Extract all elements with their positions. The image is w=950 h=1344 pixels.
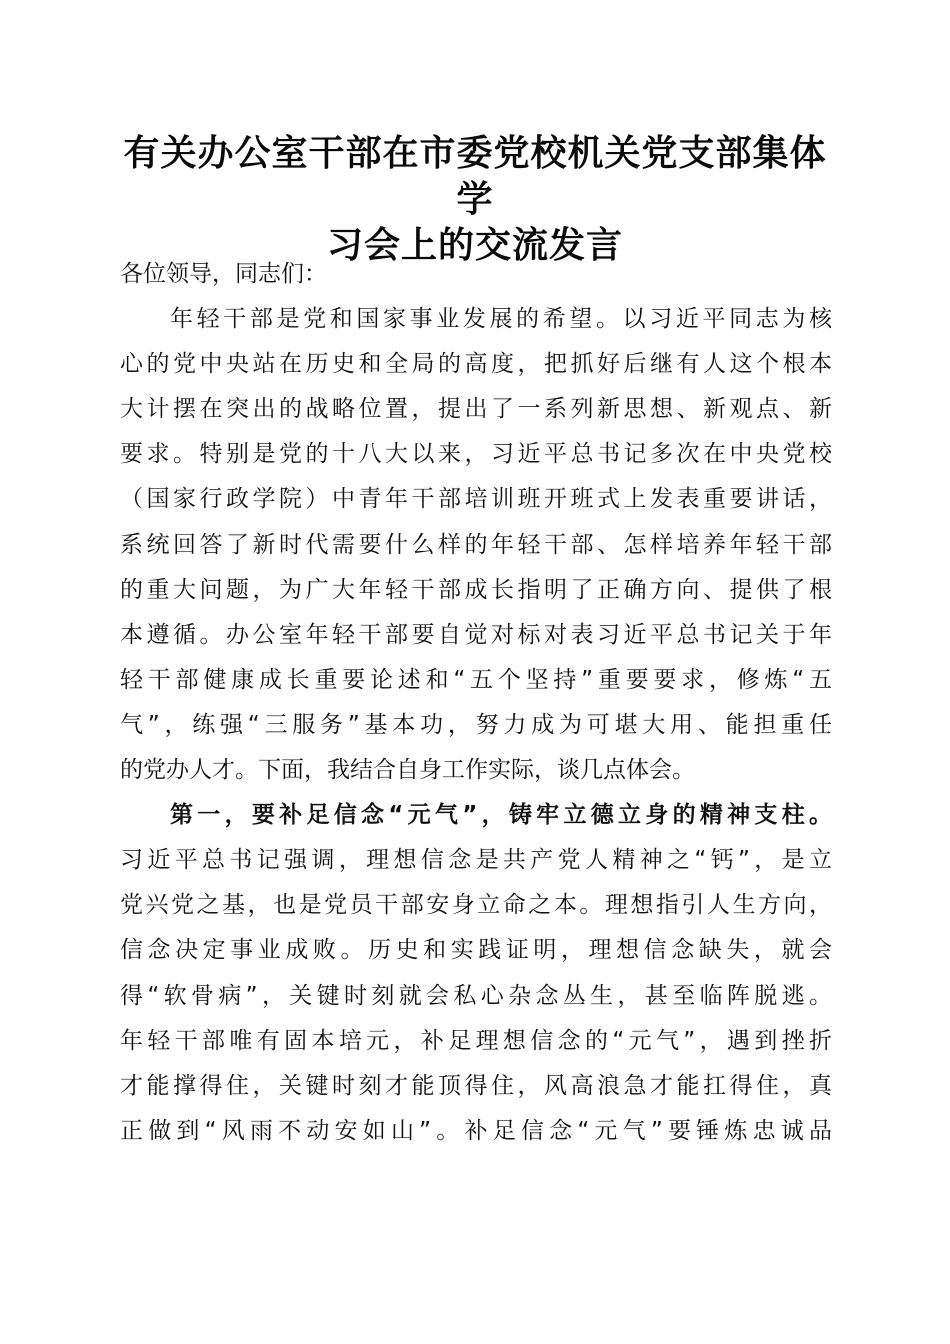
paragraph-line: 正做到“风雨不动安如山”。补足信念“元气”要锤炼忠诚品 [120, 1117, 832, 1144]
paragraph-line: 系统回答了新时代需要什么样的年轻干部、怎样培养年轻干部 [120, 531, 832, 558]
document-body [120, 252, 832, 1154]
paragraph-line: 年轻干部唯有固本培元，补足理想信念的“元气”，遇到挫折 [120, 1027, 832, 1054]
paragraph-line: 要求。特别是党的十八大以来，习近平总书记多次在中央党校 [120, 441, 832, 468]
paragraph-line: 气”，练强“三服务”基本功，努力成为可堪大用、能担重任 [120, 711, 832, 738]
salutation: 各位领导，同志们： [120, 261, 327, 287]
paragraph-line: 心的党中央站在历史和全局的高度，把抓好后继有人这个根本 [120, 351, 832, 378]
paragraph-line: 本遵循。办公室年轻干部要自觉对标对表习近平总书记关于年 [120, 621, 832, 648]
paragraph-line: 得“软骨病”，关键时刻就会私心杂念丛生，甚至临阵脱逃。 [120, 982, 832, 1009]
section-heading: 第一，要补足信念“元气”，铸牢立德立身的精神支柱。 [170, 802, 832, 829]
document-title [110, 130, 840, 268]
paragraph-line: 党兴党之基，也是党员干部安身立命之本。理想指引人生方向， [120, 892, 832, 919]
title-line-2: 习会上的交流发言 [326, 224, 623, 266]
paragraph-line: 的重大问题，为广大年轻干部成长指明了正确方向、提供了根 [120, 576, 832, 603]
paragraph-line: 信念决定事业成败。历史和实践证明，理想信念缺失，就会 [120, 937, 832, 964]
paragraph-1 [120, 297, 832, 793]
paragraph-line: 轻干部健康成长重要论述和“五个坚持”重要要求，修炼“五 [120, 666, 832, 693]
paragraph-line: 年轻干部是党和国家事业发展的希望。以习近平同志为核 [170, 306, 832, 333]
paragraph-line: 习近平总书记强调，理想信念是共产党人精神之“钙”，是立 [120, 847, 832, 874]
title-line-1: 有关办公室干部在市委党校机关党支部集体学 [123, 132, 827, 220]
paragraph-line: （国家行政学院）中青年干部培训班开班式上发表重要讲话， [120, 486, 832, 513]
paragraph-2 [120, 793, 832, 1154]
paragraph-line: 的党办人才。下面，我结合自身工作实际，谈几点体会。 [120, 757, 695, 784]
paragraph-line: 大计摆在突出的战略位置，提出了一系列新思想、新观点、新 [120, 396, 832, 423]
paragraph-line: 才能撑得住，关键时刻才能顶得住，风高浪急才能扛得住，真 [120, 1072, 832, 1099]
